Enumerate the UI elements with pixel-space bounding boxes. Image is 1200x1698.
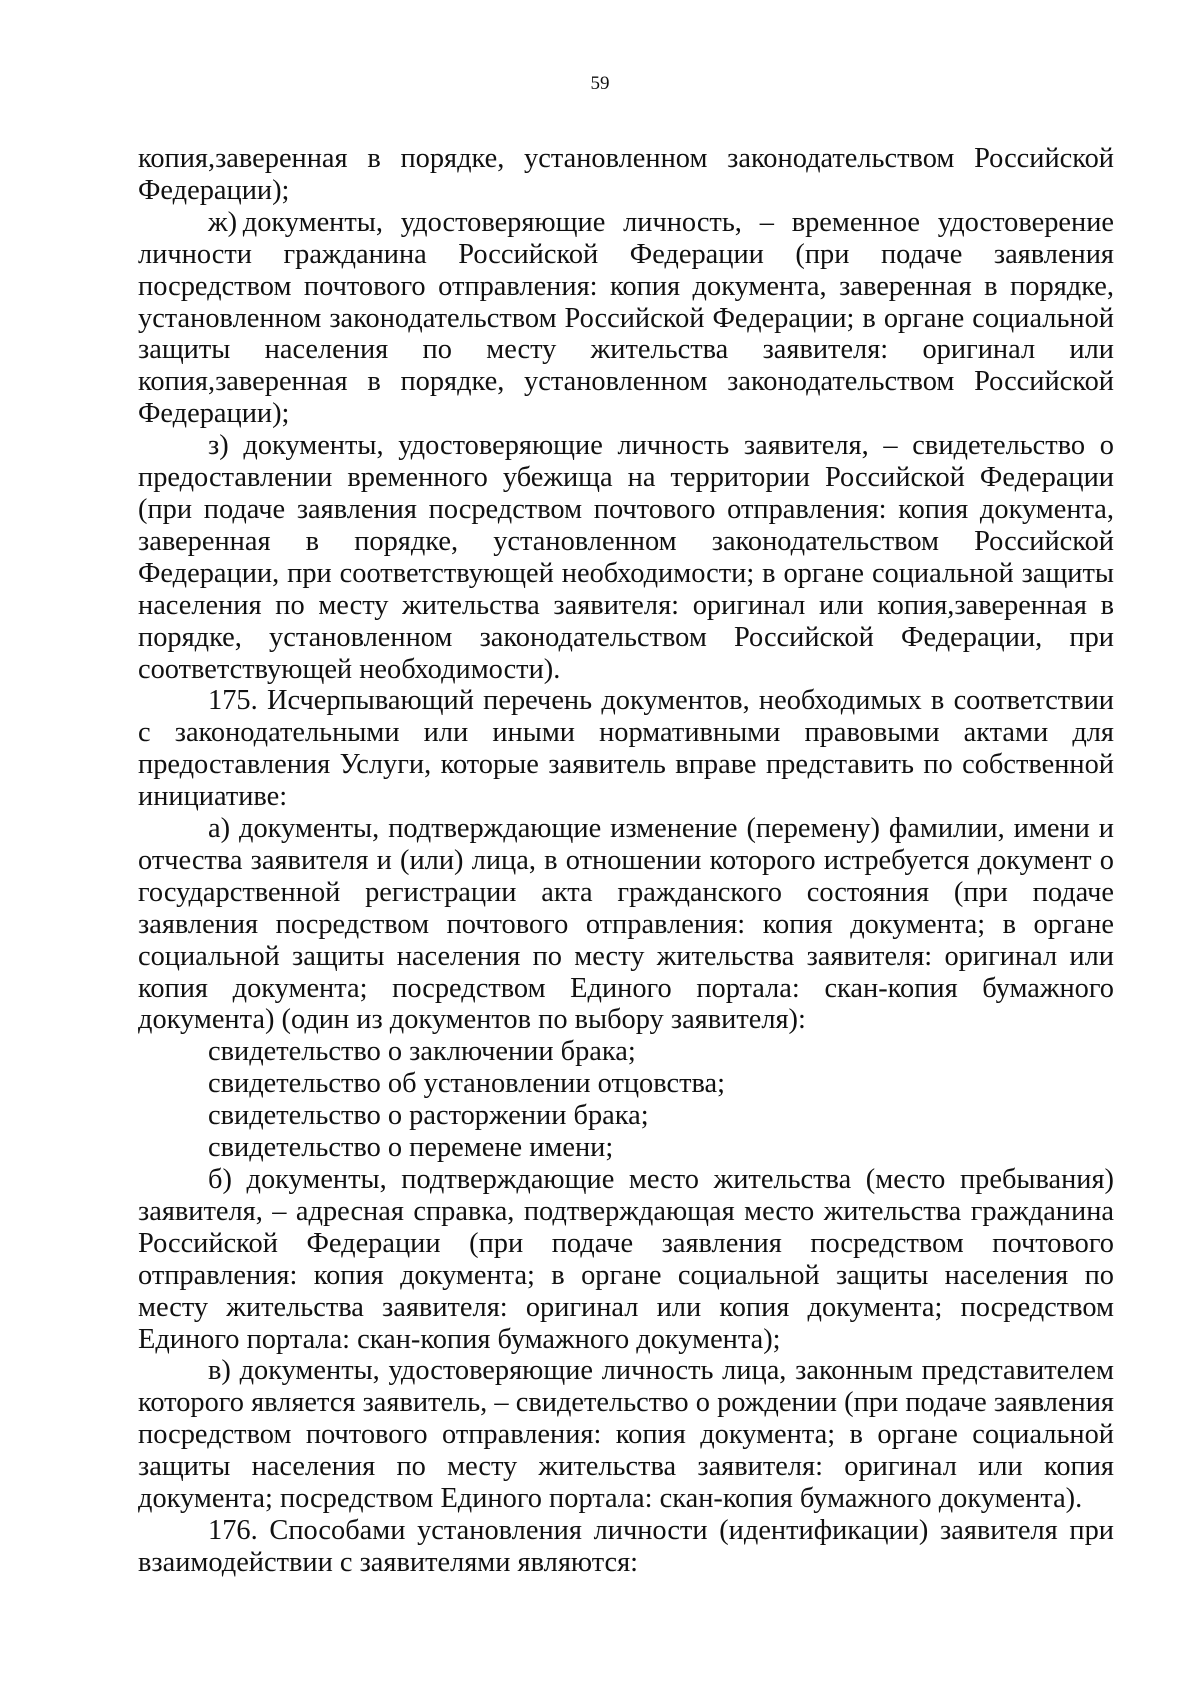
paragraph: ж) документы, удостоверяющие личность, – временное удостоверение личности гражданина Российской Федерации (при подаче заявления посредством почтового отправления: копия документа, заверенная в порядке, установленном законодательством Российской Федерации; в органе социальной защиты населения по месту жительства заявителя: оригинал или копия,заверенная в порядке, установленном законодательством Российской Федерации);	[138, 206, 1114, 430]
paragraph: свидетельство о заключении брака;	[208, 1036, 636, 1068]
paragraph: а) документы, подтверждающие изменение (перемену) фамилии, имени и отчества заявителя и (или) лица, в отношении которого истребуется документ о государственной регистрации акта гражданского состояния (при подаче заявления посредством почтового отправления: копия документа; в органе социальной защиты населения по месту жительства заявителя: оригинал или копия документа; посредством Единого портала: скан-копия бумажного документа) (один из документов по выбору заявителя):	[138, 813, 1114, 1036]
paragraph: свидетельство о перемене имени;	[208, 1132, 614, 1164]
page-number: 59	[590, 73, 610, 94]
paragraph: 175. Исчерпывающий перечень документов, необходимых в соответствии с законодательными или иными нормативными правовыми актами для предоставления Услуги, которые заявитель вправе представить по собственной инициативе:	[138, 685, 1114, 813]
paragraph: з) документы, удостоверяющие личность заявителя, – свидетельство о предоставлении временного убежища на территории Российской Федерации (при подаче заявления посредством почтового отправления: копия документа, заверенная в порядке, установленном законодательством Российской Федерации, при соответствующей необходимости; в органе социальной защиты населения по месту жительства заявителя: оригинал или копия,заверенная в порядке, установленном законодательством Российской Федерации, при соответствующей необходимости).	[138, 430, 1114, 685]
paragraph: в) документы, удостоверяющие личность лица, законным представителем которого является заявитель, – свидетельство о рождении (при подаче заявления посредством почтового отправления: копия документа; в органе социальной защиты населения по месту жительства заявителя: оригинал или копия документа; посредством Единого портала: скан-копия бумажного документа).	[138, 1355, 1114, 1515]
paragraph: свидетельство о расторжении брака;	[208, 1100, 649, 1132]
document-body	[138, 143, 1114, 1579]
paragraph: свидетельство об установлении отцовства;	[208, 1068, 726, 1100]
paragraph: 176. Способами установления личности (идентификации) заявителя при взаимодействии с заявителями являются:	[138, 1514, 1114, 1578]
paragraph: б) документы, подтверждающие место жительства (место пребывания) заявителя, – адресная справка, подтверждающая место жительства гражданина Российской Федерации (при подаче заявления посредством почтового отправления: копия документа; в органе социальной защиты населения по месту жительства заявителя: оригинал или копия документа; посредством Единого портала: скан-копия бумажного документа);	[138, 1164, 1114, 1355]
paragraph: копия,заверенная в порядке, установленном законодательством Российской Федерации);	[138, 143, 1114, 206]
